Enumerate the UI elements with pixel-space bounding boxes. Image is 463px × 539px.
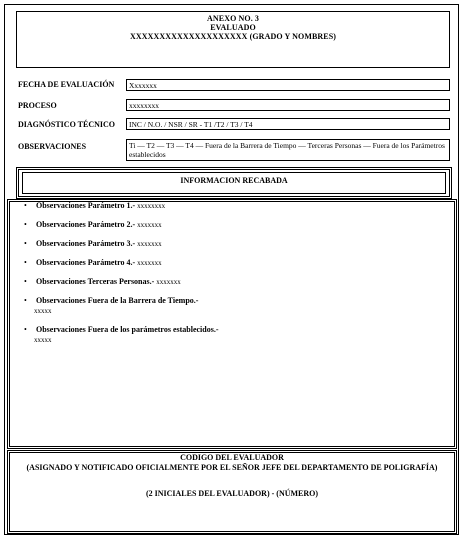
observation-value: xxxxx bbox=[34, 336, 52, 344]
observation-label: Observaciones Terceras Personas.- bbox=[36, 277, 155, 286]
list-item bbox=[24, 277, 181, 287]
footer-box bbox=[7, 450, 457, 534]
evaluator-code-note: (ASIGNADO Y NOTIFICADO OFICIALMENTE POR EL SEÑOR JEFE DEL DEPARTAMENTO DE POLIGRAFÍA) bbox=[26, 463, 438, 472]
observation-value: xxxxxxxx bbox=[137, 202, 166, 210]
observaciones-value: Ti — T2 — T3 — T4 — Fuera de la Barrera de Tiempo — Terceras Personas — Fuera de los Parámetros establecidos bbox=[126, 139, 450, 161]
evaluee-name: XXXXXXXXXXXXXXXXXXXX (GRADO Y NOMBRES) bbox=[129, 32, 337, 41]
diagnostico-value: INC / N.O. / NSR / SR - T1 /T2 / T3 / T4 bbox=[126, 118, 450, 130]
annex-title: ANEXO NO. 3 bbox=[207, 14, 259, 23]
list-item bbox=[24, 296, 198, 306]
observation-label: Observaciones Parámetro 2.- bbox=[36, 220, 136, 229]
evaluator-code-format: (2 INICIALES DEL EVALUADOR) - (NÚMERO) bbox=[145, 489, 319, 498]
observation-value: xxxxx bbox=[34, 307, 52, 315]
list-item bbox=[24, 201, 165, 211]
observations-box bbox=[7, 199, 457, 449]
proceso-value: xxxxxxxx bbox=[126, 99, 450, 111]
bullet-icon: • bbox=[24, 258, 27, 267]
observation-value: xxxxxxx bbox=[137, 240, 162, 248]
observation-value: xxxxxxx bbox=[137, 221, 162, 229]
fecha-label: FECHA DE EVALUACIÓN bbox=[18, 80, 115, 89]
list-item bbox=[24, 239, 162, 249]
fecha-value: Xxxxxxx bbox=[126, 79, 450, 91]
list-item bbox=[24, 220, 162, 230]
observation-value: xxxxxxx bbox=[137, 259, 162, 267]
bullet-icon: • bbox=[24, 201, 27, 210]
observation-label: Observaciones Parámetro 1.- bbox=[36, 201, 136, 210]
observation-value: xxxxxxx bbox=[156, 278, 181, 286]
bullet-icon: • bbox=[24, 325, 27, 334]
observaciones-label: OBSERVACIONES bbox=[18, 142, 87, 151]
evaluator-code-title: CODIGO DEL EVALUADOR bbox=[180, 453, 284, 462]
observation-label: Observaciones Fuera de la Barrera de Tiempo.- bbox=[36, 296, 199, 305]
bullet-icon: • bbox=[24, 277, 27, 286]
diagnostico-label: DIAGNÓSTICO TÉCNICO bbox=[18, 120, 115, 129]
observation-label: Observaciones Parámetro 3.- bbox=[36, 239, 136, 248]
bullet-icon: • bbox=[24, 239, 27, 248]
subtitle: EVALUADO bbox=[210, 23, 256, 32]
recabada-title: INFORMACION RECABADA bbox=[180, 176, 288, 185]
observation-label: Observaciones Parámetro 4.- bbox=[36, 258, 136, 267]
list-item bbox=[24, 258, 162, 268]
bullet-icon: • bbox=[24, 296, 27, 305]
bullet-icon: • bbox=[24, 220, 27, 229]
header-box bbox=[16, 11, 450, 68]
observation-label: Observaciones Fuera de los parámetros establecidos.- bbox=[36, 325, 219, 334]
proceso-label: PROCESO bbox=[18, 101, 57, 110]
list-item bbox=[24, 325, 219, 335]
